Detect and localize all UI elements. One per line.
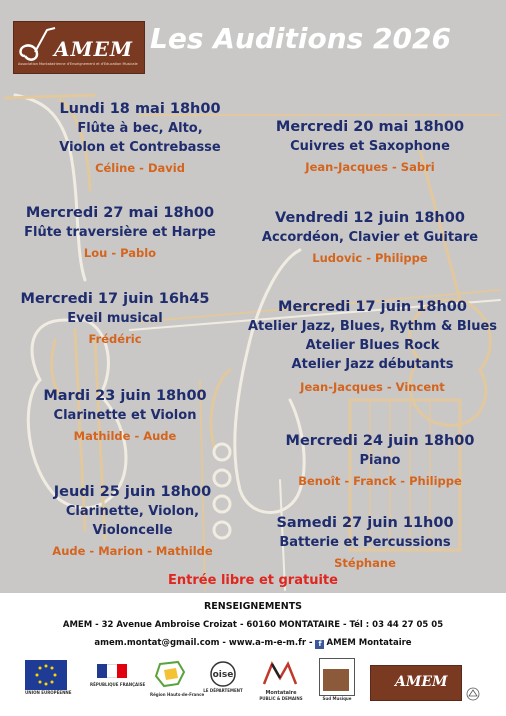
footer-contact <box>0 638 506 649</box>
event-teachers: Benoît - Franck - Philippe <box>298 474 462 488</box>
event-teachers: Lou - Pablo <box>83 246 157 260</box>
logo-subtitle: Association Montatairienne d'Enseignement et d'Education Musicale <box>18 62 138 66</box>
oise-logo <box>203 660 243 693</box>
event-teachers: Jean-Jacques - Sabri <box>305 160 435 174</box>
event-date: Vendredi 12 juin 18h00 <box>275 210 465 226</box>
sud-musique-icon <box>319 658 355 696</box>
event-mercredi-27-mai <box>0 204 240 262</box>
event-instruments: Clarinette et Violon <box>53 408 197 423</box>
music-note-logo-icon <box>17 26 57 64</box>
event-instruments: Accordéon, Clavier et Guitare <box>261 230 479 245</box>
event-instruments: Atelier Blues Rock <box>305 338 440 353</box>
footer-address: AMEM - 32 Avenue Ambroise Croizat - 60160 MONTATAIRE - Tél : 03 44 27 05 05 <box>62 620 444 630</box>
montataire-name: Montataire <box>265 690 297 696</box>
event-teachers: Frédéric <box>88 332 142 346</box>
event-instruments: Piano <box>359 453 401 468</box>
amem-footer-logo-text: AMEM <box>395 674 448 690</box>
event-date: Mercredi 20 mai 18h00 <box>275 119 465 135</box>
event-mercredi-24-juin <box>260 432 500 490</box>
event-instruments: Eveil musical <box>67 311 163 326</box>
page-title: Les Auditions 2026 <box>150 22 451 55</box>
logo-text: AMEM <box>54 37 134 61</box>
event-lundi-18-mai <box>20 100 260 177</box>
footer-heading: RENSEIGNEMENTS <box>203 601 303 612</box>
event-date: Mercredi 17 juin 16h45 <box>20 291 210 307</box>
event-mercredi-17-juin-jazz <box>245 298 500 396</box>
event-instruments: Cuivres et Saxophone <box>290 139 450 154</box>
event-teachers: Mathilde - Aude <box>73 429 177 443</box>
event-date: Mercredi 24 juin 18h00 <box>285 433 475 449</box>
event-mardi-23-juin <box>5 387 245 445</box>
region-logo <box>150 660 205 697</box>
montataire-caption: PUBLIC & DEMAINS <box>259 696 303 701</box>
event-mercredi-20-mai <box>250 118 490 176</box>
facebook-link[interactable]: AMEM Montataire <box>326 638 412 648</box>
montataire-icon <box>258 660 304 686</box>
event-date: Mercredi 27 mai 18h00 <box>25 205 215 221</box>
sud-musique-caption: Sud Musique <box>322 696 352 701</box>
event-jeudi-25-juin <box>15 483 250 560</box>
montataire-logo <box>258 660 304 701</box>
eu-flag-icon <box>25 660 67 690</box>
event-instruments: Clarinette, Violon, <box>65 504 200 519</box>
event-instruments: Atelier Jazz débutants <box>291 357 454 372</box>
event-instruments: Flûte traversière et Harpe <box>24 225 216 240</box>
region-map-icon <box>150 660 190 688</box>
event-instruments: Violon et Contrebasse <box>59 140 221 155</box>
event-instruments: Batterie et Percussions <box>279 535 451 550</box>
amem-footer-logo <box>370 665 462 701</box>
event-date: Samedi 27 juin 11h00 <box>276 515 454 531</box>
ffem-stamp-icon <box>466 687 480 701</box>
event-instruments: Violoncelle <box>92 523 173 538</box>
republic-caption: RÉPUBLIQUE FRANÇAISE <box>90 682 146 687</box>
event-date: Jeudi 25 juin 18h00 <box>53 484 212 500</box>
event-date: Mercredi 17 juin 18h00 <box>278 299 467 315</box>
facebook-icon: f <box>315 640 324 649</box>
french-flag-icon <box>97 664 127 678</box>
event-teachers: Ludovic - Philippe <box>312 251 428 265</box>
event-vendredi-12-juin <box>250 209 490 267</box>
event-teachers: Stéphane <box>334 556 396 570</box>
region-caption: Région Hauts-de-France <box>150 692 205 697</box>
oise-caption: LE DÉPARTEMENT <box>203 688 243 693</box>
event-instruments: Flûte à bec, Alto, <box>77 121 203 136</box>
event-date: Mardi 23 juin 18h00 <box>43 388 207 404</box>
sud-musique-logo <box>318 658 356 701</box>
republic-logo <box>90 660 146 687</box>
event-samedi-27-juin <box>245 514 485 572</box>
contact-email-website[interactable]: amem.montat@gmail.com - www.a-m-e-m.fr - <box>94 638 316 648</box>
event-date: Lundi 18 mai 18h00 <box>59 101 221 117</box>
event-teachers: Jean-Jacques - Vincent <box>300 380 445 394</box>
event-instruments: Atelier Jazz, Blues, Rythm & Blues <box>247 319 498 334</box>
oise-text: oise <box>212 670 234 680</box>
eu-caption: UNION EUROPÉENNE <box>25 690 72 695</box>
free-entry-notice: Entrée libre et gratuite <box>168 573 338 588</box>
eu-logo <box>25 660 72 695</box>
amem-logo <box>13 21 145 74</box>
event-mercredi-17-juin-eveil <box>0 290 230 348</box>
event-teachers: Céline - David <box>95 161 185 175</box>
event-teachers: Aude - Marion - Mathilde <box>52 544 213 558</box>
